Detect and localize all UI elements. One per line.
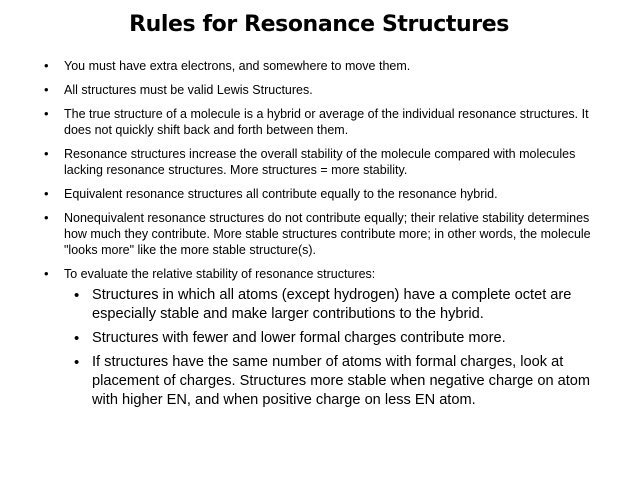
bullet-text: To evaluate the relative stability of resonance structures: bbox=[64, 267, 376, 281]
sub-bullet-text: If structures have the same number of atoms with formal charges, look at placement of charges. Structures more stable when negative charge on atom with higher EN, and when positive charge on less EN atom. bbox=[92, 354, 591, 408]
bullet-list bbox=[36, 58, 611, 418]
sub-bullet-item bbox=[60, 353, 611, 410]
bullet-item bbox=[36, 186, 611, 202]
slide-title: Rules for Resonance Structures bbox=[129, 12, 509, 37]
bullet-text: All structures must be valid Lewis Structures. bbox=[64, 83, 313, 97]
bullet-item bbox=[36, 82, 611, 98]
bullet-item bbox=[36, 106, 611, 138]
bullet-item bbox=[36, 58, 611, 74]
bullet-item bbox=[36, 266, 611, 410]
sub-bullet-text: Structures with fewer and lower formal charges contribute more. bbox=[92, 330, 506, 346]
bullet-text: Resonance structures increase the overall stability of the molecule compared with molecules lacking resonance structures. More structures = more stability. bbox=[64, 147, 576, 177]
bullet-item bbox=[36, 210, 611, 258]
sub-bullet-list bbox=[64, 286, 611, 410]
bullet-item bbox=[36, 146, 611, 178]
bullet-text: The true structure of a molecule is a hybrid or average of the individual resonance structures. It does not quickly shift back and forth between them. bbox=[64, 107, 589, 137]
sub-bullet-text: Structures in which all atoms (except hydrogen) have a complete octet are especially stable and make larger contributions to the hybrid. bbox=[92, 287, 572, 322]
bullet-text: Equivalent resonance structures all contribute equally to the resonance hybrid. bbox=[64, 187, 498, 201]
bullet-text: Nonequivalent resonance structures do not contribute equally; their relative stability determines how much they contribute. More stable structures contribute more; in other words, the molecule "looks more" like the more stable structure(s). bbox=[64, 211, 591, 257]
sub-bullet-item bbox=[60, 329, 611, 348]
bullet-text: You must have extra electrons, and somewhere to move them. bbox=[64, 59, 411, 73]
sub-bullet-item bbox=[60, 286, 611, 324]
